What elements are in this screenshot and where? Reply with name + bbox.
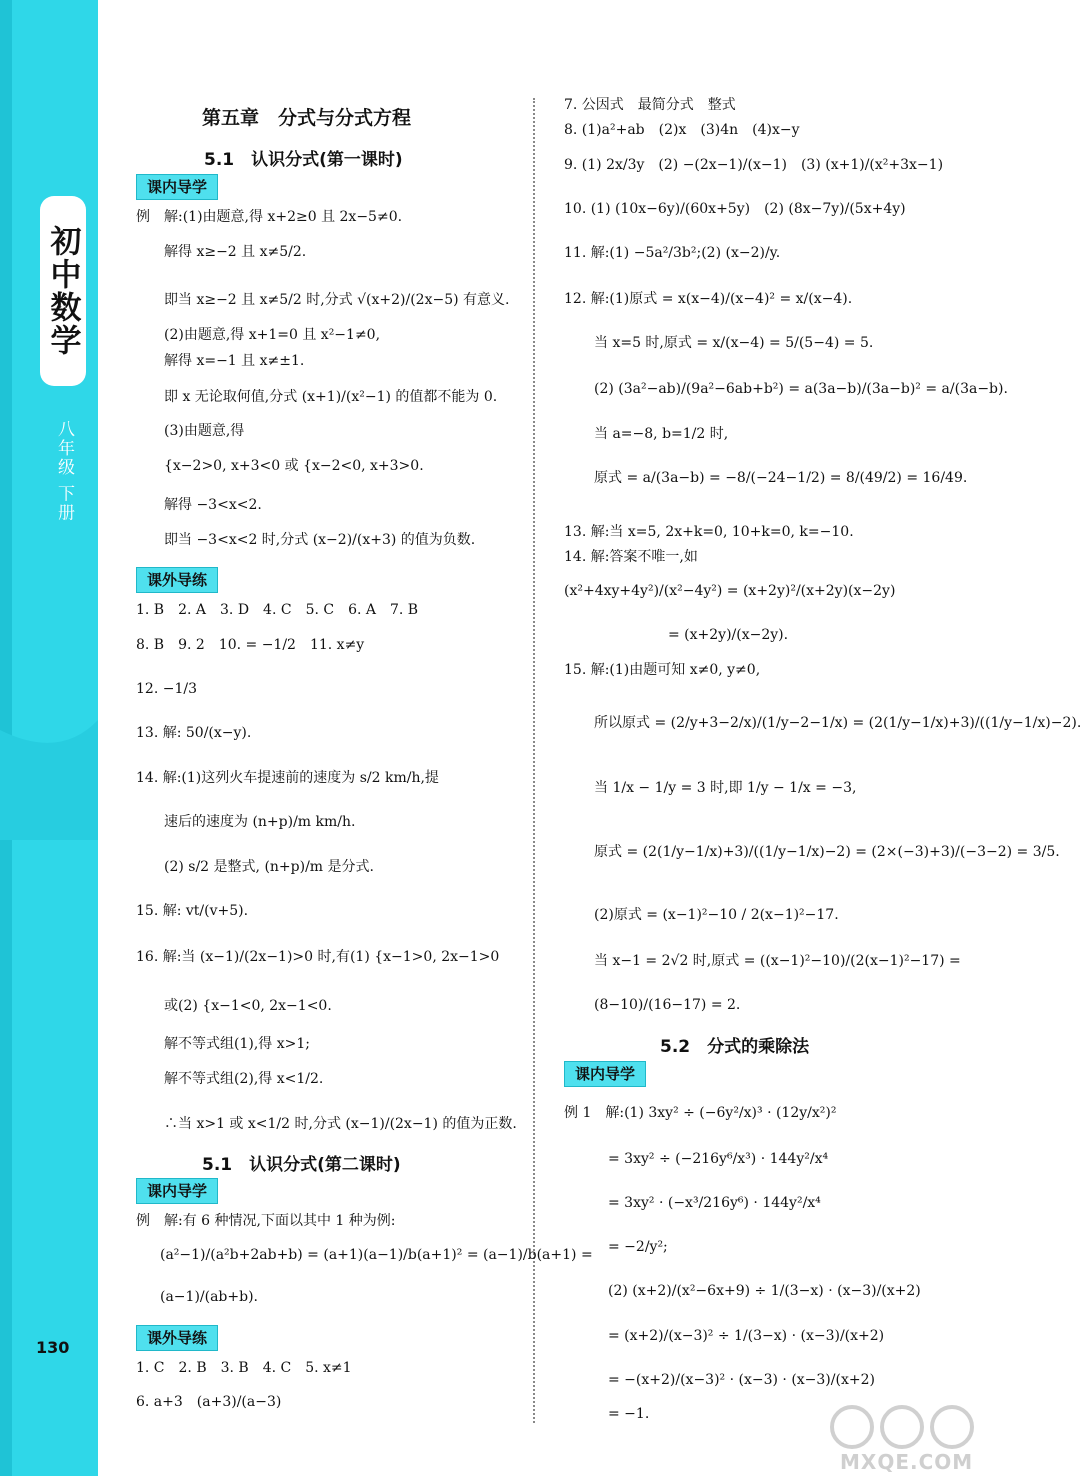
answer-line: = −(x+2)/(x−3)² · (x−3) · (x−3)/(x+2)	[608, 1372, 875, 1388]
answer-line: 当 x−1 = 2√2 时,原式 = ((x−1)²−10)/(2(x−1)²−17) =	[594, 953, 961, 969]
answer-line: 10. (1) (10x−6y)/(60x+5y) (2) (8x−7y)/(5x+4y)	[564, 201, 906, 217]
section-title: 5.2 分式的乘除法	[660, 1037, 810, 1057]
answer-line: 即当 x≥−2 且 x≠5/2 时,分式 √(x+2)/(2x−5) 有意义.	[164, 292, 510, 308]
answer-line: 速后的速度为 (n+p)/m km/h.	[164, 814, 356, 830]
series-title: 初中数学	[44, 225, 81, 357]
answer-line: (2) (x+2)/(x²−6x+9) ÷ 1/(3−x) · (x−3)/(x+2)	[608, 1283, 921, 1299]
answer-line: (2)原式 = (x−1)²−10 / 2(x−1)²−17.	[594, 907, 839, 923]
answer-line: 15. 解: vt/(v+5).	[136, 903, 249, 919]
answer-line: 例 解:(1)由题意,得 x+2≥0 且 2x−5≠0.	[136, 209, 403, 225]
sidebar-curve	[0, 720, 98, 840]
answer-line: 解不等式组(2),得 x<1/2.	[164, 1071, 324, 1087]
section-badge: 课外导练	[136, 567, 218, 593]
answer-line: (a²−1)/(a²b+2ab+b) = (a+1)(a−1)/b(a+1)² = (a−1)/b(a+1) =	[160, 1247, 593, 1263]
answer-line: (8−10)/(16−17) = 2.	[594, 997, 741, 1013]
chapter-title: 第五章 分式与分式方程	[202, 107, 412, 129]
answer-line: 解不等式组(1),得 x>1;	[164, 1036, 310, 1052]
section-title: 5.1 认识分式(第二课时)	[202, 1155, 401, 1175]
answer-line: 14. 解:(1)这列火车提速前的速度为 s/2 km/h,提	[136, 770, 439, 786]
answer-line: 解得 −3<x<2.	[164, 497, 262, 513]
answer-line: 即当 −3<x<2 时,分式 (x−2)/(x+3) 的值为负数.	[164, 532, 476, 548]
answer-line: 原式 = a/(3a−b) = −8/(−24−1/2) = 8/(49/2) = 16/49.	[594, 470, 968, 486]
sidebar	[0, 0, 98, 1476]
section-badge: 课内导学	[564, 1061, 646, 1087]
answer-line: 14. 解:答案不唯一,如	[564, 549, 698, 565]
answer-line: 15. 解:(1)由题可知 x≠0, y≠0,	[564, 662, 761, 678]
column-divider	[533, 98, 535, 1423]
answer-line: = −2/y²;	[608, 1239, 668, 1255]
answer-line: 或(2) {x−1<0, 2x−1<0.	[164, 998, 332, 1014]
answer-line: = (x+2y)/(x−2y).	[668, 627, 789, 643]
answer-line: 8. (1)a²+ab (2)x (3)4n (4)x−y	[564, 122, 800, 138]
answer-line: (2)由题意,得 x+1=0 且 x²−1≠0,	[164, 327, 381, 343]
watermark-text: MXQE.COM	[840, 1450, 974, 1474]
answer-line: 当 a=−8, b=1/2 时,	[594, 426, 729, 442]
answer-line: = 3xy² · (−x³/216y⁶) · 144y²/x⁴	[608, 1195, 821, 1211]
answer-line: = 3xy² ÷ (−216y⁶/x³) · 144y²/x⁴	[608, 1151, 829, 1167]
answer-line: 解得 x≥−2 且 x≠5/2.	[164, 244, 307, 260]
answer-line: (x²+4xy+4y²)/(x²−4y²) = (x+2y)²/(x+2y)(x−2y)	[564, 583, 896, 599]
answer-line: 解得 x=−1 且 x≠±1.	[164, 353, 305, 369]
answer-line: (2) s/2 是整式, (n+p)/m 是分式.	[164, 859, 374, 875]
answer-line: (2) (3a²−ab)/(9a²−6ab+b²) = a(3a−b)/(3a−b)² = a/(3a−b).	[594, 381, 1008, 397]
answer-line: = (x+2)/(x−3)² ÷ 1/(3−x) · (x−3)/(x+2)	[608, 1328, 885, 1344]
answer-line: = −1.	[608, 1406, 650, 1422]
series-title-box	[40, 196, 86, 386]
section-badge: 课内导学	[136, 1178, 218, 1204]
answer-line: ∴当 x>1 或 x<1/2 时,分式 (x−1)/(2x−1) 的值为正数.	[164, 1116, 517, 1132]
answer-line: 原式 = (2(1/y−1/x)+3)/((1/y−1/x)−2) = (2×(−3)+3)/(−3−2) = 3/5.	[594, 844, 1060, 860]
section-badge: 课内导学	[136, 174, 218, 200]
answer-line: 13. 解:当 x=5, 2x+k=0, 10+k=0, k=−10.	[564, 524, 854, 540]
answer-line: 所以原式 = (2/y+3−2/x)/(1/y−2−1/x) = (2(1/y−1/x)+3)/((1/y−1/x)−2).	[594, 715, 1081, 731]
answer-line: 9. (1) 2x/3y (2) −(2x−1)/(x−1) (3) (x+1)/(x²+3x−1)	[564, 157, 944, 173]
answer-line: 6. a+3 (a+3)/(a−3)	[136, 1394, 282, 1410]
answer-line: 例 解:有 6 种情况,下面以其中 1 种为例:	[136, 1213, 396, 1229]
answer-line: 即 x 无论取何值,分式 (x+1)/(x²−1) 的值都不能为 0.	[164, 389, 498, 405]
page-number: 130	[36, 1338, 70, 1357]
answer-line: 11. 解:(1) −5a²/3b²;(2) (x−2)/y.	[564, 245, 781, 261]
section-badge: 课外导练	[136, 1325, 218, 1351]
answer-line: 16. 解:当 (x−1)/(2x−1)>0 时,有(1) {x−1>0, 2x−1>0	[136, 949, 500, 965]
answer-line: 12. 解:(1)原式 = x(x−4)/(x−4)² = x/(x−4).	[564, 291, 853, 307]
answer-line: {x−2>0, x+3<0 或 {x−2<0, x+3>0.	[164, 458, 424, 474]
answer-line: 12. −1/3	[136, 681, 197, 697]
section-title: 5.1 认识分式(第一课时)	[204, 150, 403, 170]
answer-line: 13. 解: 50/(x−y).	[136, 725, 252, 741]
answer-line: (a−1)/(ab+b).	[160, 1289, 258, 1305]
answer-line: 当 1/x − 1/y = 3 时,即 1/y − 1/x = −3,	[594, 780, 857, 796]
answer-line: 当 x=5 时,原式 = x/(x−4) = 5/(5−4) = 5.	[594, 335, 874, 351]
answer-line: 1. C 2. B 3. B 4. C 5. x≠1	[136, 1360, 352, 1376]
answer-line: 例 1 解:(1) 3xy² ÷ (−6y²/x)³ · (12y/x²)²	[564, 1105, 837, 1121]
answer-line: 7. 公因式 最简分式 整式	[564, 97, 736, 113]
answer-line: 8. B 9. 2 10. = −1/2 11. x≠y	[136, 637, 365, 653]
answer-line: (3)由题意,得	[164, 423, 245, 439]
grade-label: 八年级 下册	[54, 420, 74, 523]
answer-line: 1. B 2. A 3. D 4. C 5. C 6. A 7. B	[136, 602, 419, 618]
